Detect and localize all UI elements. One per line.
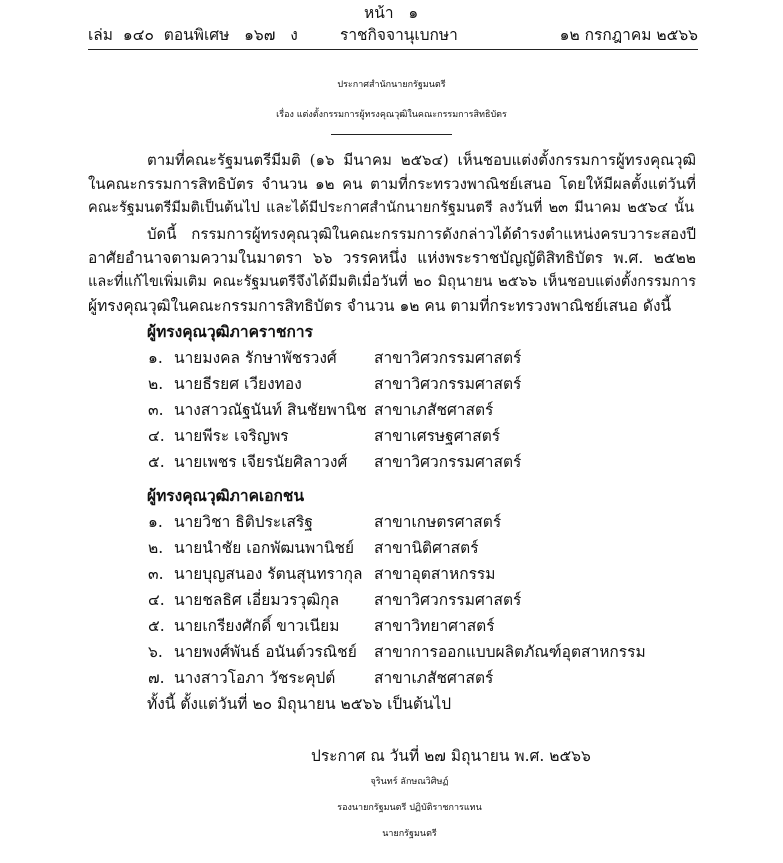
member-branch: สาขาเศรษฐศาสตร์ xyxy=(374,427,501,445)
document-subject: เรื่อง แต่งตั้งกรรมการผู้ทรงคุณวุฒิในคณะกรรมการสิทธิบัตร xyxy=(276,110,507,120)
member-number: ๕. xyxy=(148,617,165,635)
list-item xyxy=(148,398,708,424)
signer-position-2: นายกรัฐมนตรี xyxy=(382,829,437,839)
title-rule xyxy=(331,134,452,135)
paragraph-2-line-3: และที่แก้ไขเพิ่มเติม คณะรัฐมนตรีจึงได้มีมติเมื่อวันที่ ๒๐ มิถุนายน ๒๕๖๖ เห็นชอบแต่งตั้งกรรมการ xyxy=(88,274,696,290)
member-number: ๑. xyxy=(148,349,163,367)
member-branch: สาขาเภสัชศาสตร์ xyxy=(374,401,494,419)
member-name: นายชลธิศ เอี่ยมวรวุฒิกุล xyxy=(174,591,340,609)
member-number: ๓. xyxy=(148,565,164,583)
member-name: นายบุญสนอง รัตนสุนทรากุล xyxy=(174,565,363,583)
list-item xyxy=(148,450,708,476)
member-branch: สาขาอุตสาหกรรม xyxy=(374,565,496,583)
government-heading: ผู้ทรงคุณวุฒิภาคราชการ xyxy=(147,322,313,341)
list-item xyxy=(148,640,708,666)
list-item xyxy=(148,562,708,588)
list-item xyxy=(148,536,708,562)
member-number: ๒. xyxy=(148,539,164,557)
list-item xyxy=(148,510,708,536)
document-title: ประกาศสำนักนายกรัฐมนตรี xyxy=(337,80,446,90)
member-name: นายเพชร เจียรนัยศิลาวงศ์ xyxy=(174,453,348,471)
paragraph-2-line-2: อาศัยอำนาจตามความในมาตรา ๖๖ วรรคหนึ่ง แห่งพระราชบัญญัติสิทธิบัตร พ.ศ. ๒๕๒๒ xyxy=(88,249,696,267)
member-branch: สาขาวิศวกรรมศาสตร์ xyxy=(374,453,522,471)
volume-info xyxy=(88,24,298,46)
publication-date: ๑๒ กรกฎาคม ๒๕๖๖ xyxy=(559,26,698,44)
volume-number: ๑๔๐ xyxy=(122,26,154,44)
section-number: ๑๖๗ xyxy=(244,26,276,44)
member-branch: สาขาวิศวกรรมศาสตร์ xyxy=(374,591,522,609)
member-name: นางสาวณัฐนันท์ สินชัยพานิช xyxy=(174,401,367,419)
member-branch: สาขานิติศาสตร์ xyxy=(374,539,479,557)
page-number xyxy=(364,2,418,24)
member-branch: สาขาเภสัชศาสตร์ xyxy=(374,669,494,687)
member-branch: สาขาเกษตรศาสตร์ xyxy=(374,513,502,531)
header-rule xyxy=(88,49,698,50)
list-item xyxy=(148,372,708,398)
section-label: ตอนพิเศษ xyxy=(163,26,230,44)
section-suffix: ง xyxy=(290,26,298,44)
member-number: ๔. xyxy=(148,427,165,445)
member-name: นายธีรยศ เวียงทอง xyxy=(174,375,302,393)
member-name: นายมงคล รักษาพัชรวงศ์ xyxy=(174,349,337,367)
member-branch: สาขาวิทยาศาสตร์ xyxy=(374,617,495,635)
member-branch: สาขาวิศวกรรมศาสตร์ xyxy=(374,375,522,393)
private-heading: ผู้ทรงคุณวุฒิภาคเอกชน xyxy=(147,486,305,505)
member-name: นายเกรียงศักดิ์ ขาวเนียม xyxy=(174,617,340,635)
signer-position: รองนายกรัฐมนตรี ปฏิบัติราชการแทน xyxy=(337,803,482,813)
member-name: นายนำชัย เอกพัฒนพานิชย์ xyxy=(174,539,355,557)
list-item xyxy=(148,666,708,692)
announcement-date: ประกาศ ณ วันที่ ๒๗ มิถุนายน พ.ศ. ๒๕๖๖ xyxy=(311,747,591,765)
publication-name: ราชกิจจานุเบกษา xyxy=(340,26,458,44)
member-name: นายวิชา ธิติประเสริฐ xyxy=(174,513,313,531)
member-number: ๗. xyxy=(148,669,165,687)
member-branch: สาขาการออกแบบผลิตภัณฑ์อุตสาหกรรม xyxy=(374,643,646,661)
effective-date: ทั้งนี้ ตั้งแต่วันที่ ๒๐ มิถุนายน ๒๕๖๖ เป็นต้นไป xyxy=(147,695,452,713)
list-item xyxy=(148,424,708,450)
list-item xyxy=(148,346,708,372)
member-number: ๒. xyxy=(148,375,164,393)
paragraph-2-line-4: ผู้ทรงคุณวุฒิในคณะกรรมการสิทธิบัตร จำนวน ๑๒ คน ตามที่กระทรวงพาณิชย์เสนอ ดังนี้ xyxy=(88,297,672,315)
member-number: ๔. xyxy=(148,591,165,609)
volume-label: เล่ม xyxy=(88,26,114,44)
paragraph-1-line-3: คณะรัฐมนตรีมีมติเป็นต้นไป และได้มีประกาศสำนักนายกรัฐมนตรี ลงวันที่ ๒๓ มีนาคม ๒๕๖๔ นั้น xyxy=(88,200,694,216)
member-number: ๓. xyxy=(148,401,164,419)
list-item xyxy=(148,588,708,614)
member-number: ๖. xyxy=(148,643,163,661)
member-number: ๑. xyxy=(148,513,163,531)
member-name: นายพงศ์พันธ์ อนันต์วรณิชย์ xyxy=(174,643,357,661)
paragraph-1-line-1: ตามที่คณะรัฐมนตรีมีมติ (๑๖ มีนาคม ๒๕๖๔) เห็นชอบแต่งตั้งกรรมการผู้ทรงคุณวุฒิ xyxy=(147,151,696,169)
paragraph-1-line-2: ในคณะกรรมการสิทธิบัตร จำนวน ๑๒ คน ตามที่กระทรวงพาณิชย์เสนอ โดยให้มีผลตั้งแต่วันที่ xyxy=(88,175,696,193)
member-number: ๕. xyxy=(148,453,165,471)
member-name: นางสาวโอภา วัชระคุปต์ xyxy=(174,669,336,687)
signer-name: จุรินทร์ ลักษณวิศิษฏ์ xyxy=(370,777,449,787)
paragraph-2-line-1: บัดนี้ กรรมการผู้ทรงคุณวุฒิในคณะกรรมการดังกล่าวได้ดำรงตำแหน่งครบวาระสองปี xyxy=(147,225,696,243)
list-item xyxy=(148,614,708,640)
page-label: หน้า xyxy=(364,4,394,22)
member-branch: สาขาวิศวกรรมศาสตร์ xyxy=(374,349,522,367)
page-number-value: ๑ xyxy=(408,4,419,22)
member-name: นายพีระ เจริญพร xyxy=(174,427,289,445)
